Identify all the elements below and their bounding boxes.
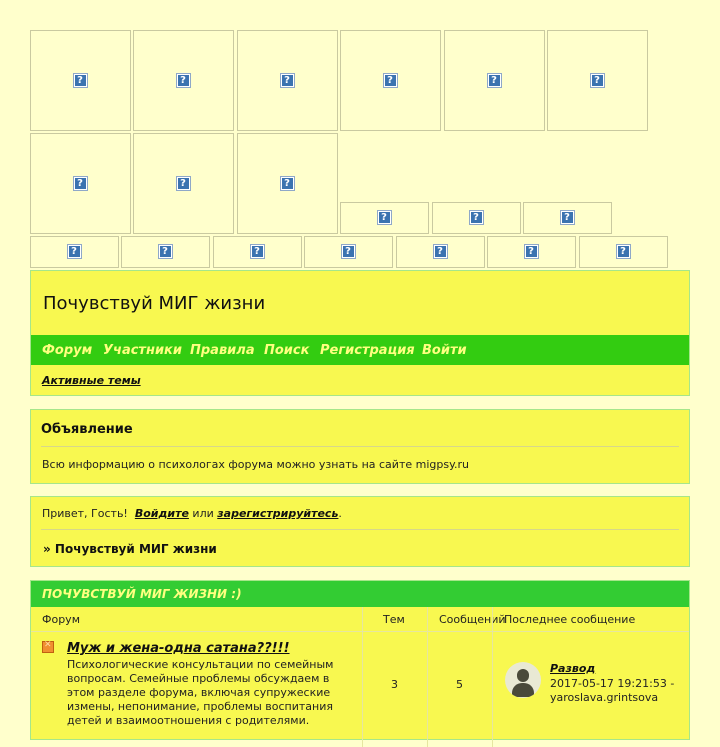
broken-image-icon: ? <box>384 74 397 87</box>
col-topics: Тем <box>383 613 405 626</box>
board-title: Почувствуй МИГ жизни <box>43 293 266 314</box>
banner-slot-small[interactable] <box>487 236 576 268</box>
broken-image-icon: ? <box>159 245 172 258</box>
forum-status-icon <box>42 641 54 653</box>
broken-image-icon: ? <box>470 211 483 224</box>
category-header <box>31 581 689 607</box>
banner-slot[interactable] <box>30 30 131 131</box>
forum-description: Психологические консультации по семейным вопросам. Семейные проблемы обсуждаем в этом разделе форума, включая супружеские измены, непонимание, проблемы воспитания детей и взаимоотношения с родителями. <box>67 658 334 727</box>
main-nav <box>31 335 689 365</box>
broken-image-icon: ? <box>68 245 81 258</box>
broken-image-icon: ? <box>561 211 574 224</box>
banner-slot-small[interactable] <box>30 236 119 268</box>
greeting-text: Привет, Гость! <box>42 507 128 520</box>
banner-slot[interactable] <box>133 133 234 234</box>
active-topics-link[interactable]: Активные темы <box>42 374 141 387</box>
broken-image-icon: ? <box>177 74 190 87</box>
header-panel <box>30 270 690 396</box>
nav-link-rules[interactable]: Правила <box>190 343 255 358</box>
banner-slot-small[interactable] <box>340 202 429 234</box>
broken-image-icon: ? <box>525 245 538 258</box>
banner-slot-small[interactable] <box>121 236 210 268</box>
banner-slot-small[interactable] <box>579 236 668 268</box>
col-posts: Сообщений <box>439 613 506 626</box>
last-post-author: yaroslava.grintsova <box>550 691 659 704</box>
post-count: 5 <box>456 678 463 691</box>
banner-slot-small[interactable] <box>213 236 302 268</box>
table-row <box>31 632 689 732</box>
category-panel <box>30 580 690 740</box>
breadcrumb: » Почувствуй МИГ жизни <box>43 542 217 556</box>
broken-image-icon: ? <box>281 177 294 190</box>
category-title: ПОЧУВСТВУЙ МИГ ЖИЗНИ :) <box>42 587 242 601</box>
broken-image-icon: ? <box>488 74 501 87</box>
banner-slot[interactable] <box>237 30 338 131</box>
divider <box>41 446 679 447</box>
broken-image-icon: ? <box>591 74 604 87</box>
banner-slot[interactable] <box>547 30 648 131</box>
register-link[interactable]: зарегистрируйтесь <box>217 507 339 520</box>
banner-slot[interactable] <box>444 30 545 131</box>
banner-slot-small[interactable] <box>396 236 485 268</box>
broken-image-icon: ? <box>177 177 190 190</box>
nav-link-register[interactable]: Регистрация <box>320 343 415 358</box>
banner-slot[interactable] <box>30 133 131 234</box>
broken-image-icon: ? <box>434 245 447 258</box>
last-post-date: 2017-05-17 19:21:53 - <box>550 677 675 690</box>
nav-link-users[interactable]: Участники <box>103 343 182 358</box>
col-forum: Форум <box>42 613 80 626</box>
topic-count: 3 <box>391 678 398 691</box>
banner-slot[interactable] <box>237 133 338 234</box>
or-text: или <box>192 507 214 520</box>
broken-image-icon: ? <box>617 245 630 258</box>
announcement-title: Объявление <box>41 422 133 437</box>
divider <box>41 529 679 530</box>
user-avatar-icon[interactable] <box>505 662 541 698</box>
banner-slot[interactable] <box>133 30 234 131</box>
col-last-post: Последнее сообщение <box>504 613 636 626</box>
broken-image-icon: ? <box>342 245 355 258</box>
welcome-line <box>42 507 342 520</box>
broken-image-icon: ? <box>74 74 87 87</box>
broken-image-icon: ? <box>74 177 87 190</box>
nav-link-search[interactable]: Поиск <box>264 343 310 358</box>
table-header <box>31 607 689 632</box>
last-post-link[interactable]: Развод <box>550 662 596 675</box>
login-link[interactable]: Войдите <box>134 507 189 520</box>
forum-link[interactable]: Муж и жена-одна сатана??!!! <box>67 641 290 656</box>
nav-link-login[interactable]: Войти <box>422 343 467 358</box>
banner-slot-small[interactable] <box>523 202 612 234</box>
period-text: . <box>338 507 342 520</box>
banner-slot[interactable] <box>340 30 441 131</box>
broken-image-icon: ? <box>378 211 391 224</box>
announcement-text: Всю информацию о психологах форума можно узнать на сайте migpsy.ru <box>42 458 470 471</box>
announcement-panel <box>30 409 690 484</box>
banner-slot-small[interactable] <box>304 236 393 268</box>
banner-slot-small[interactable] <box>432 202 521 234</box>
broken-image-icon: ? <box>281 74 294 87</box>
last-post-meta <box>550 677 674 705</box>
status-panel <box>30 496 690 567</box>
nav-link-forum[interactable]: Форум <box>42 343 93 358</box>
broken-image-icon: ? <box>251 245 264 258</box>
